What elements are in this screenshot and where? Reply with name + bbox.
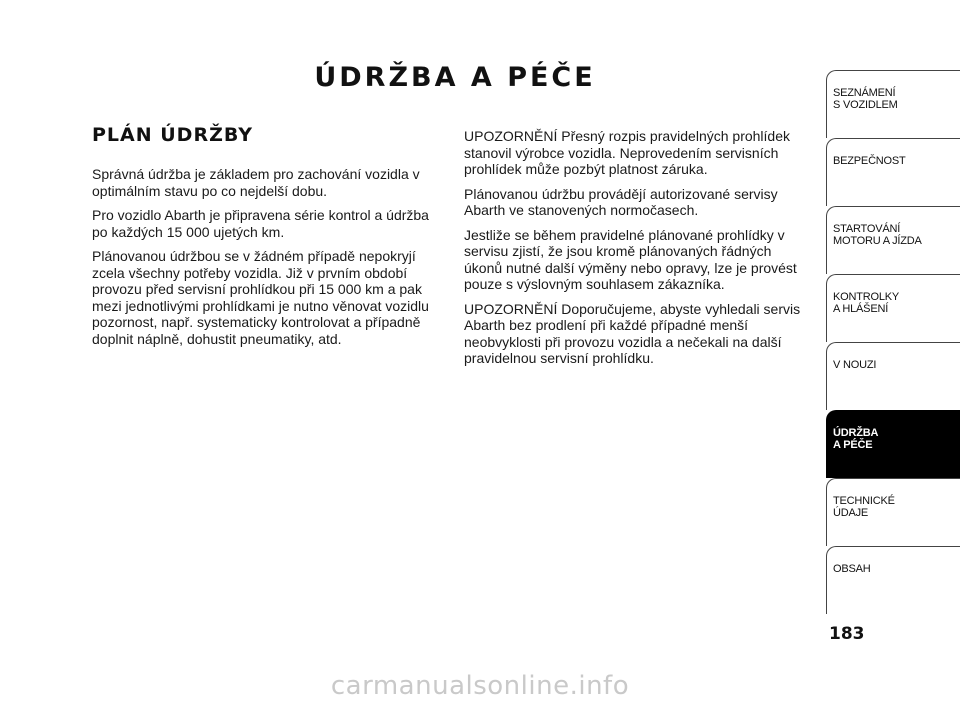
warning-paragraph: UPOZORNĚNÍ Přesný rozpis pravidelných prohlídek stanovil výrobce vozidla. Neprovedením servisních prohlídek může pozbýt platnost záruka. — [464, 128, 791, 177]
paragraph: Pro vozidlo Abarth je připravena série kontrol a údržba po každých 15 000 ujetých km. — [92, 207, 429, 240]
paragraph: Plánovanou údržbou se v žádném případě nepokryjí zcela všechny potřeby vozidla. Již v prvním období provozu před servisní prohlídkou při 15 000 km a pak mezi jednotlivými prohlídkami je nutno věnovat vozidlu pozornost, např. systematicky kontrolovat a případně doplnit náplně, dohustit pneumatiky, atd. — [92, 248, 429, 347]
paragraph: Jestliže se během pravidelné plánované prohlídky v servisu zjistí, že jsou kromě plánovaných řádných úkonů nutné další výměny nebo opravy, lze je provést pouze s výslovným souhlasem zákazníka. — [464, 226, 797, 292]
tab-label: OBSAH — [833, 563, 871, 575]
watermark: carmanualsonline.info — [330, 671, 630, 701]
right-column — [464, 128, 809, 375]
paragraph: Správná údržba je základem pro zachování vozidla v optimálním stavu po co nejdelší dobu. — [92, 166, 420, 199]
tab-label: TECHNICKÉ ÚDAJE — [833, 495, 895, 519]
warning-paragraph: UPOZORNĚNÍ Doporučujeme, abyste vyhledali servis Abarth bez prodlení při každé případné menší neobvyklosti při provozu vozidla a nečekali na další pravidelnou servisní prohlídku. — [464, 300, 801, 366]
tab-label: KONTROLKY A HLÁŠENÍ — [833, 291, 900, 315]
tab-label: V NOUZI — [833, 359, 877, 371]
section-heading: PLÁN ÚDRŽBY — [92, 124, 254, 146]
chapter-tabs — [826, 70, 960, 614]
page-number: 183 — [829, 624, 865, 644]
tab-startovani[interactable] — [826, 206, 960, 274]
paragraph: Plánovanou údržbu provádějí autorizované servisy Abarth ve stanovených normočasech. — [464, 185, 778, 218]
left-column — [92, 166, 442, 355]
tab-label: SEZNÁMENÍ S VOZIDLEM — [833, 87, 898, 111]
page-title: ÚDRŽBA A PÉČE — [314, 62, 596, 93]
tab-technicke[interactable] — [826, 478, 960, 546]
tab-udrzba[interactable] — [826, 410, 960, 478]
tab-v-nouzi[interactable] — [826, 342, 960, 410]
tab-seznameni[interactable] — [826, 70, 960, 138]
tab-bezpecnost[interactable] — [826, 138, 960, 206]
tab-label: STARTOVÁNÍ MOTORU A JÍZDA — [833, 223, 922, 247]
tab-obsah[interactable] — [826, 546, 960, 614]
tab-label: ÚDRŽBA A PÉČE — [833, 427, 879, 451]
tab-label: BEZPEČNOST — [833, 155, 906, 167]
tab-kontrolky[interactable] — [826, 274, 960, 342]
